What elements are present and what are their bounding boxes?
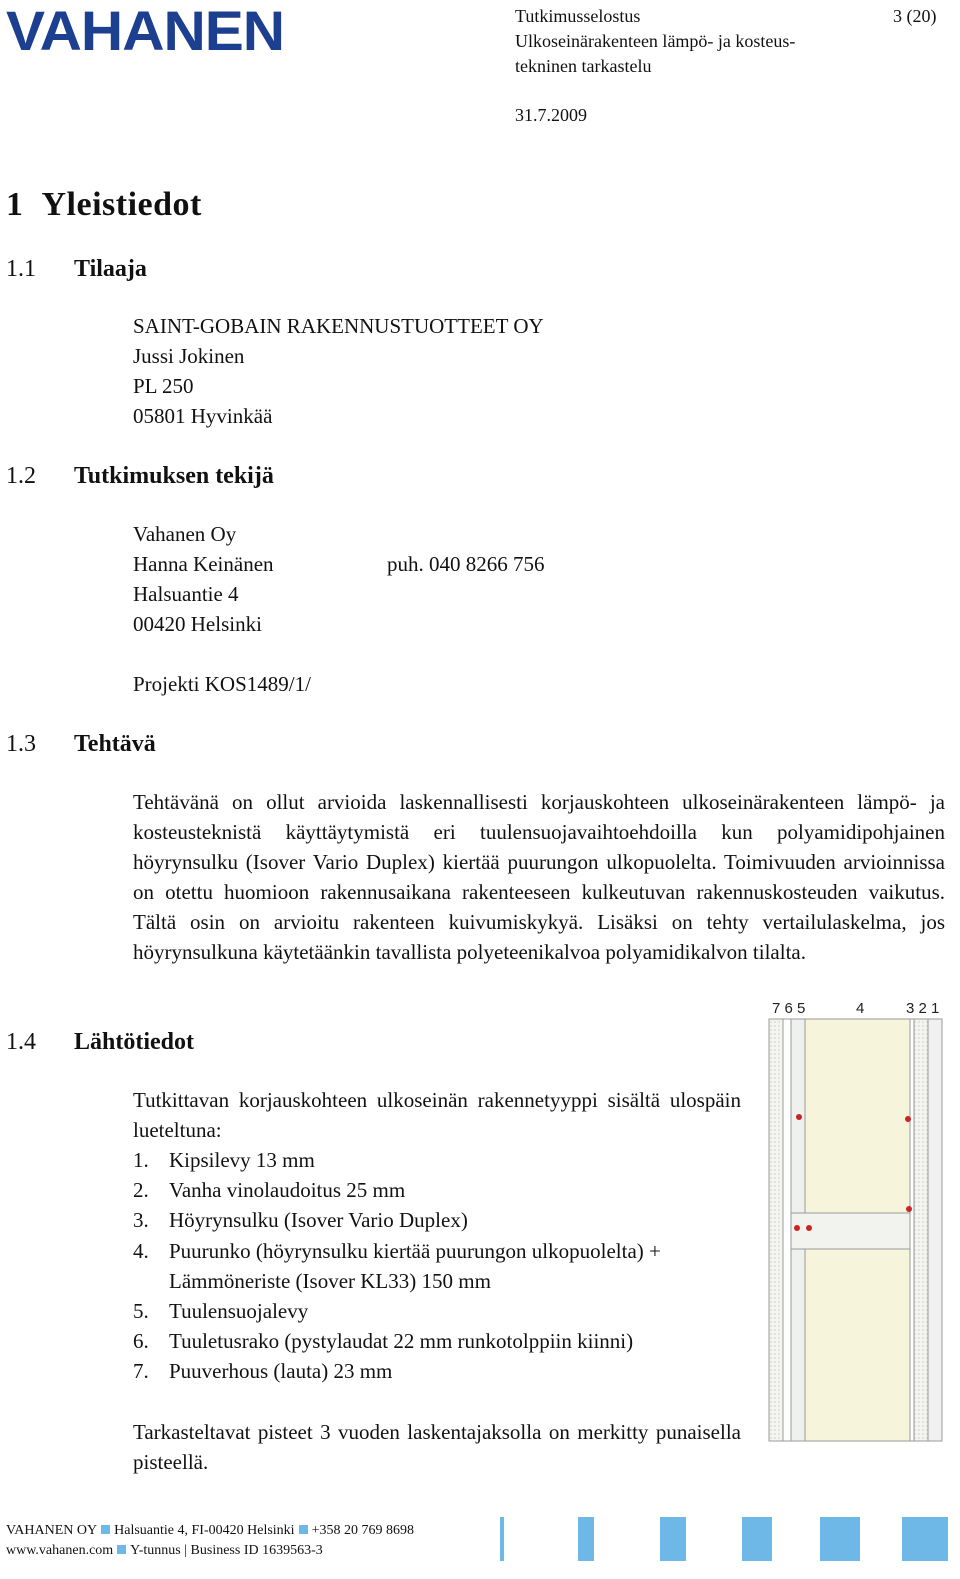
list-number: 6. <box>133 1329 149 1354</box>
logo-text: VAHANEN <box>6 2 284 58</box>
gypsum-layer <box>928 1019 942 1441</box>
subsection-heading-tilaaja <box>6 256 147 283</box>
calculation-point <box>906 1206 912 1212</box>
footer-company: VAHANEN OY <box>6 1523 98 1538</box>
list-text: Höyrynsulku (Isover Vario Duplex) <box>169 1208 468 1233</box>
vahanen-logo <box>6 2 286 58</box>
task-paragraph: Tehtävänä on ollut arvioida laskennallisesti korjauskohteen ulkoseinärakenteen lämpö- ja kosteusteknistä käyttäytymistä eri tuulensuojavaihtoehdoilla kun polyamidipohjainen höyrynsulku (Isover Vario Duplex) kiertää puurungon ulkopuolelta. Toimivuuden arvioinnissa on otettu huomioon rakennusaikana rakenteeseen kulkeutuvan rakennuskosteuden vaikutus. Tältä osin on arvioitu rakenteen kuivumiskykyä. Lisäksi on tehty vertailulaskelma, jos höyrynsulkuna käytetäänkin tavallista polyeteenikalvoa polyamidikalvon tilalta. <box>133 790 945 964</box>
researcher-line: Hanna Keinänen <box>133 552 274 576</box>
layer-list <box>133 1145 753 1387</box>
footer-address: Halsuantie 4, FI-00420 Helsinki <box>114 1523 295 1538</box>
subsection-title: Lähtötiedot <box>74 1029 194 1055</box>
client-line: PL 250 <box>133 374 194 398</box>
list-item <box>133 1356 753 1386</box>
diagram-label-right: 3 2 1 <box>906 1000 940 1017</box>
list-number <box>133 1266 169 1296</box>
list-item <box>133 1296 753 1326</box>
client-line: 05801 Hyvinkää <box>133 404 273 428</box>
footer-business-id: Y-tunnus | Business ID 1639563-3 <box>130 1543 323 1558</box>
researcher-line: 00420 Helsinki <box>133 612 262 636</box>
calculation-point <box>905 1116 911 1122</box>
subsection-heading-tehtava <box>6 731 156 758</box>
list-number: 7. <box>133 1359 149 1384</box>
list-item <box>133 1266 753 1296</box>
project-code: Projekti KOS1489/1/ <box>133 672 311 696</box>
calculation-point <box>806 1225 812 1231</box>
list-number: 5. <box>133 1299 149 1324</box>
list-number: 3. <box>133 1208 149 1233</box>
list-text: Kipsilevy 13 mm <box>169 1148 315 1172</box>
researcher-line: Vahanen Oy <box>133 522 237 546</box>
structure-intro: Tutkittavan korjauskohteen ulkoseinän rakennetyyppi sisältä ulospäin lueteltuna: <box>133 1088 741 1142</box>
subsection-heading-tekija <box>6 463 274 490</box>
list-text: Lämmöneriste (Isover KL33) 150 mm <box>169 1268 491 1293</box>
footer-phone: +358 20 769 8698 <box>311 1523 414 1538</box>
subsection-number: 1.2 <box>6 463 36 489</box>
wall-structure-diagram <box>766 997 946 1447</box>
client-address <box>133 311 544 431</box>
list-text: Tuulensuojalevy <box>169 1299 309 1324</box>
list-text: Vanha vinolaudoitus 25 mm <box>169 1178 406 1203</box>
list-item <box>133 1145 753 1175</box>
points-note: Tarkasteltavat pisteet 3 vuoden laskentajaksolla on merkitty punaisella pisteellä. <box>133 1420 741 1474</box>
diagram-label-left: 7 6 5 <box>772 1000 806 1017</box>
researcher-address <box>133 519 274 639</box>
list-item <box>133 1175 753 1205</box>
list-number: 4. <box>133 1238 149 1263</box>
document-date: 31.7.2009 <box>515 105 587 125</box>
list-number: 2. <box>133 1178 149 1203</box>
footer-decorative-bars <box>500 1517 960 1561</box>
client-line: SAINT-GOBAIN RAKENNUSTUOTTEET OY <box>133 314 544 338</box>
list-item <box>133 1236 753 1266</box>
diagram-label-mid: 4 <box>856 1000 865 1017</box>
list-number: 1. <box>133 1148 149 1172</box>
document-type: Tutkimusselostus <box>515 6 641 26</box>
cladding-layer <box>769 1019 783 1441</box>
document-subtitle: Ulkoseinärakenteen lämpö- ja kosteus-tekninen tarkastelu <box>515 31 796 76</box>
subsection-number: 1.1 <box>6 256 36 282</box>
calculation-point <box>796 1114 802 1120</box>
list-text: Tuuletusrako (pystylaudat 22 mm runkotolppiin kiinni) <box>169 1329 634 1354</box>
section-title: Yleistiedot <box>41 186 202 223</box>
calculation-point <box>794 1225 800 1231</box>
list-text: Puurunko (höyrynsulku kiertää puurungon ulkopuolelta) + <box>169 1238 661 1263</box>
phone-number: puh. 040 8266 756 <box>387 552 545 576</box>
subsection-heading-lahtotiedot <box>6 1029 194 1056</box>
section-heading <box>6 186 202 224</box>
researcher-line: Halsuantie 4 <box>133 582 239 606</box>
subsection-number: 1.4 <box>6 1029 36 1055</box>
subsection-number: 1.3 <box>6 731 36 757</box>
footer-separator-square <box>299 1525 308 1534</box>
subsection-title: Tutkimuksen tekijä <box>74 463 274 489</box>
stud-band <box>791 1213 913 1249</box>
list-item <box>133 1326 753 1356</box>
list-item <box>133 1205 753 1235</box>
vapour-barrier-layer <box>910 1019 914 1441</box>
list-text: Puuverhous (lauta) 23 mm <box>169 1359 393 1384</box>
page-number: 3 (20) <box>893 6 937 26</box>
section-number: 1 <box>6 186 24 223</box>
subsection-title: Tilaaja <box>74 256 147 282</box>
footer-website[interactable]: www.vahanen.com <box>6 1543 114 1558</box>
footer-contact <box>6 1521 414 1561</box>
client-line: Jussi Jokinen <box>133 344 245 368</box>
subsection-title: Tehtävä <box>74 731 156 757</box>
footer-separator-square <box>117 1545 126 1554</box>
old-boarding-layer <box>914 1019 928 1441</box>
footer-separator-square <box>101 1525 110 1534</box>
air-gap-layer <box>783 1019 791 1441</box>
